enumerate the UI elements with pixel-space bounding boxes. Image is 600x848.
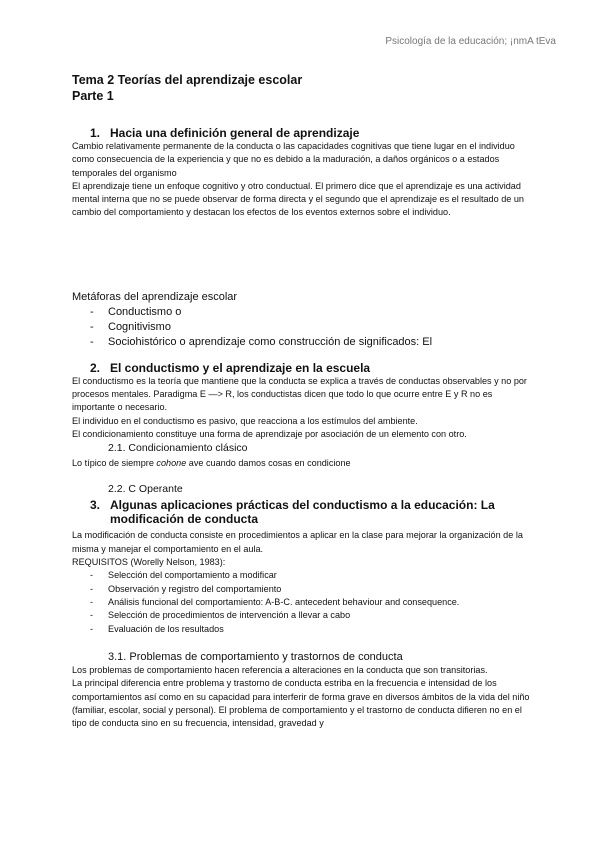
paragraph: La modificación de conducta consiste en procedimientos a aplicar en la clase para mejorar la organización de la misma y manejar el comportamiento en el aula. [72,530,523,554]
paragraph: El aprendizaje tiene un enfoque cognitivo y otro conductual. El primero dice que el aprendizaje es una actividad mental interna que no se puede observar de forma directa y el segundo que el aprendizaje es el resultado de un cambio del comportamiento y destacan los efectos de los eventos externos sobre el individuo. [72,180,524,218]
list-item: - Selección del comportamiento a modificar [90,570,277,581]
metaphors-title: Metáforas del aprendizaje escolar [72,290,238,303]
list-item: - Sociohistórico o aprendizaje como construcción de significados: El [90,335,433,348]
document-subtitle: Parte 1 [72,89,114,103]
list-item: - Análisis funcional del comportamiento: A-B-C. antecedent behaviour and consequence. [90,596,460,607]
paragraph: El condicionamiento constituye una forma de aprendizaje por asociación de un elemento con otro. [72,428,467,439]
paragraph: La principal diferencia entre problema y trastorno de conducta estriba en la frecuencia e intensidad de los comportamientos así como en su capacidad para interferir de forma grave en diversos ámbitos de la vida del niño (familiar, escolar, social y personal). El problema de comportamiento y el trastorno de conducta difieren no en el tipo de conducta sino en su frecuencia, intensidad, gravedad y [72,678,530,729]
requisites-label: REQUISITOS (Worelly Nelson, 1983): [72,556,226,567]
paragraph: El conductismo es la teoría que mantiene que la conducta se explica a través de conductas observables y no por procesos mentales. Paradigma E —> R, los conductistas dicen que todo lo que ocurre entre E y R no es importante o necesario. [72,375,527,413]
paragraph: Los problemas de comportamiento hacen referencia a alteraciones en la conducta que son transitorias. [72,665,488,676]
list-item: - Evaluación de los resultados [90,623,224,634]
paragraph: Cambio relativamente permanente de la conducta o las capacidades cognitivas que tiene lugar en el individuo como consecuencia de la experiencia y que no es debido a la maduración, a daños orgánicos o a estados temporales del organismo [72,141,515,178]
section-3-heading [72,498,532,526]
requisites-list [72,569,532,636]
list-item: - Cognitivismo [90,320,171,333]
list-item: - Selección de procedimientos de intervención a llevar a cabo [90,610,351,621]
section-1-heading [72,126,532,140]
section-number: 1. [90,126,101,140]
section-title: Hacia una definición general de aprendizaje [110,126,360,140]
section-title: Algunas aplicaciones prácticas del conductismo a la educación: La modificación de conducta [110,498,495,527]
document-title: Tema 2 Teorías del aprendizaje escolar [72,73,303,87]
section-2-heading [72,361,532,375]
section-number: 2. [90,360,101,375]
section-number: 3. [90,498,101,513]
example-line: Lo típico de siempre cohone ave cuando damos cosas en condicione [72,458,351,469]
document-body [72,72,532,731]
subsection-2-1: 2.1. Condicionamiento clásico [108,442,248,455]
page-header: Psicología de la educación; ¡nmA tEva [385,36,556,47]
subsection-2-2: 2.2. C Operante [108,483,183,496]
section-title: El conductismo y el aprendizaje en la escuela [110,360,371,375]
list-item: - Conductismo o [90,305,182,318]
metaphors-list [72,305,532,350]
paragraph: El individuo en el conductismo es pasivo, que reacciona a los estímulos del ambiente. [72,415,418,426]
subsection-3-1: 3.1. Problemas de comportamiento y trastornos de conducta [108,651,403,664]
list-item: - Observación y registro del comportamiento [90,583,282,594]
